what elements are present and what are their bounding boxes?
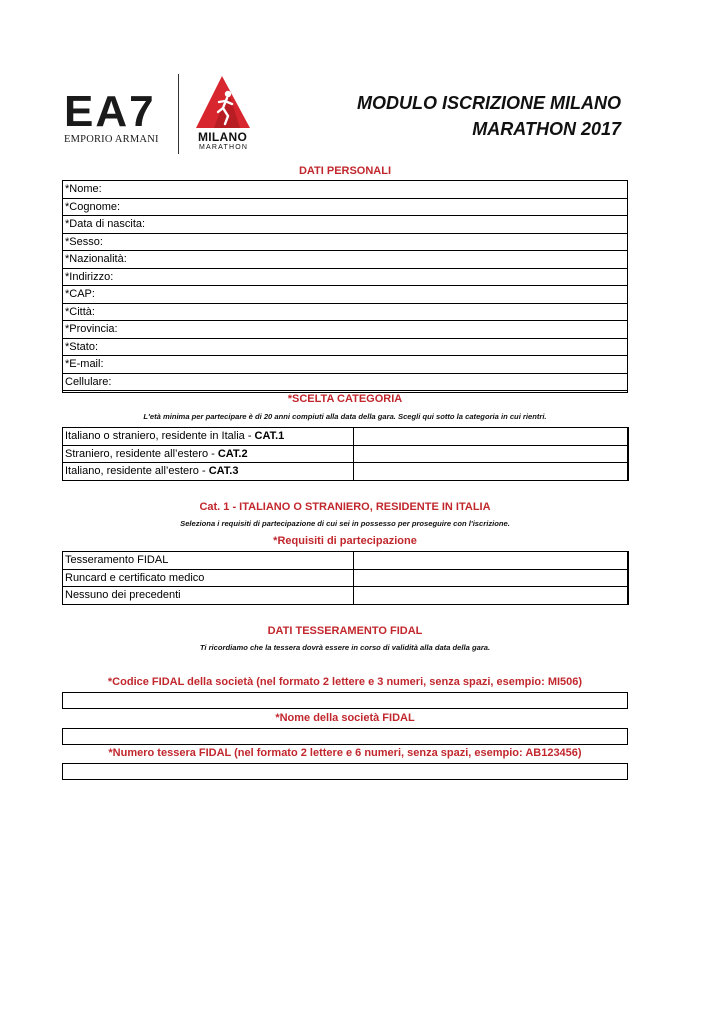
personal-field-row[interactable] <box>63 338 628 356</box>
requirement-label: Runcard e certificato medico <box>63 569 354 587</box>
fidal-card-number-label: *Numero tessera FIDAL (nel formato 2 lettere e 6 numeri, senza spazi, esempio: AB123456) <box>108 747 582 759</box>
category-label: Straniero, residente all’estero - CAT.2 <box>63 445 354 463</box>
category-label: Italiano, residente all’estero - CAT.3 <box>63 463 354 481</box>
ea7-logo-text: EA7 <box>64 87 156 136</box>
fidal-card-number-input[interactable] <box>62 763 628 780</box>
personal-field-label: *Indirizzo: <box>63 268 628 286</box>
page-title <box>357 90 621 142</box>
requirement-select-cell[interactable] <box>354 569 629 587</box>
personal-field-row[interactable] <box>63 216 628 234</box>
category-label: Italiano o straniero, residente in Italia - CAT.1 <box>63 428 354 446</box>
cat1-section-title: Cat. 1 - ITALIANO O STRANIERO, RESIDENTE IN ITALIA <box>199 501 491 513</box>
requirement-row <box>63 569 629 587</box>
marathon-logo-word: MARATHON <box>199 144 249 151</box>
category-select-cell[interactable] <box>354 428 629 446</box>
fidal-society-name-label: *Nome della società FIDAL <box>275 712 415 724</box>
personal-field-row[interactable] <box>63 198 628 216</box>
ea7-logo <box>64 87 164 152</box>
personal-field-row[interactable] <box>63 251 628 269</box>
personal-section-title: DATI PERSONALI <box>298 165 392 177</box>
fidal-code-label: *Codice FIDAL della società (nel formato 2 lettere e 3 numeri, senza spazi, esempio: MI506) <box>107 676 583 688</box>
personal-field-label: Cellulare: <box>63 373 628 391</box>
requirement-select-cell[interactable] <box>354 587 629 605</box>
requirement-row <box>63 552 629 570</box>
category-section-title: *SCELTA CATEGORIA <box>287 393 403 405</box>
personal-data-table <box>62 180 628 391</box>
title-line-2: MARATHON 2017 <box>472 119 621 139</box>
personal-field-label: *Data di nascita: <box>63 216 628 234</box>
fidal-society-name-input[interactable] <box>62 728 628 745</box>
personal-field-row[interactable] <box>63 268 628 286</box>
personal-field-row[interactable] <box>63 181 628 199</box>
personal-field-label: *E-mail: <box>63 356 628 374</box>
category-row <box>63 463 629 481</box>
personal-field-row[interactable] <box>63 321 628 339</box>
fidal-section-title: DATI TESSERAMENTO FIDAL <box>267 625 423 637</box>
personal-field-row[interactable] <box>63 286 628 304</box>
personal-field-row[interactable] <box>63 233 628 251</box>
personal-field-row[interactable] <box>63 356 628 374</box>
category-row <box>63 428 629 446</box>
fidal-code-input[interactable] <box>62 692 628 709</box>
personal-field-label: *Sesso: <box>63 233 628 251</box>
category-select-cell[interactable] <box>354 445 629 463</box>
cat1-note: Seleziona i requisiti di partecipazione di cui sei in possesso per proseguire con l'iscrizione. <box>180 519 510 528</box>
category-table <box>62 427 629 481</box>
requirement-select-cell[interactable] <box>354 552 629 570</box>
personal-field-label: *Cognome: <box>63 198 628 216</box>
milano-logo-word: MILANO <box>198 130 248 144</box>
personal-field-row[interactable] <box>63 373 628 391</box>
category-row <box>63 445 629 463</box>
fidal-note: Ti ricordiamo che la tessera dovrà essere in corso di validità alla data della gara. <box>199 643 491 652</box>
personal-field-label: *Nazionalità: <box>63 251 628 269</box>
personal-field-label: *Provincia: <box>63 321 628 339</box>
category-note: L'età minima per partecipare è di 20 anni compiuti alla data della gara. Scegli qui sotto la categoria in cui rientri. <box>143 412 547 421</box>
category-select-cell[interactable] <box>354 463 629 481</box>
milano-marathon-logo <box>192 74 254 156</box>
title-line-1: MODULO ISCRIZIONE MILANO <box>357 93 621 113</box>
requirement-row <box>63 587 629 605</box>
personal-field-label: *CAP: <box>63 286 628 304</box>
personal-field-label: *Città: <box>63 303 628 321</box>
personal-field-label: *Nome: <box>63 181 628 199</box>
requirement-label: Nessuno dei precedenti <box>63 587 354 605</box>
runner-flame-icon <box>192 74 254 130</box>
requirements-title: *Requisiti di partecipazione <box>273 535 417 547</box>
ea7-logo-subtext: EMPORIO ARMANI <box>64 134 159 145</box>
requirements-table <box>62 551 629 605</box>
personal-field-row[interactable] <box>63 303 628 321</box>
logo-divider <box>178 74 179 154</box>
requirement-label: Tesseramento FIDAL <box>63 552 354 570</box>
personal-field-label: *Stato: <box>63 338 628 356</box>
